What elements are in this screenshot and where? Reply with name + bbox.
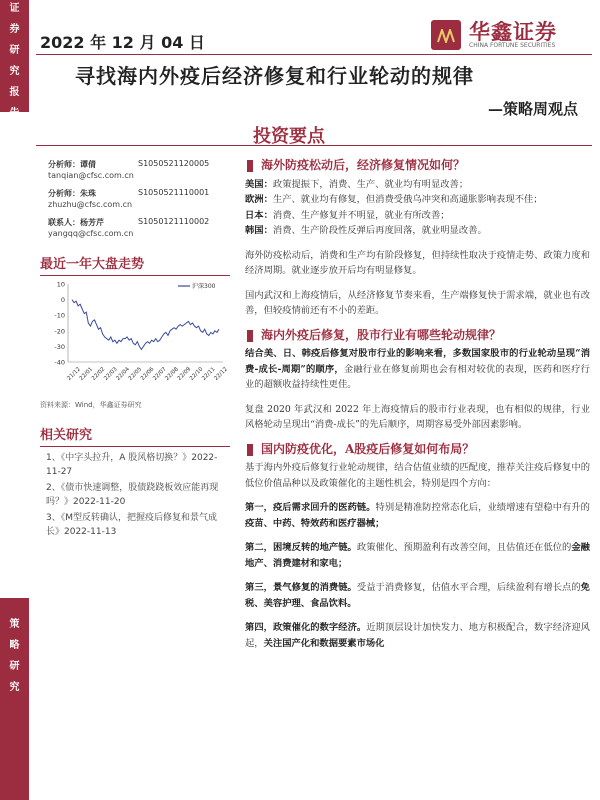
y-tick-label: 10 bbox=[56, 280, 65, 289]
country-label: 韩国： bbox=[245, 225, 273, 236]
x-tick-label: 22/08 bbox=[164, 366, 180, 382]
analyst-email[interactable]: tanqian@cfsc.com.cn bbox=[48, 171, 134, 180]
x-tick-label: 22/03 bbox=[103, 366, 119, 382]
y-tick-label: -30 bbox=[54, 342, 65, 351]
logo-mark-icon bbox=[431, 20, 461, 50]
analyst-name: 分析师：谭倩 bbox=[48, 160, 96, 169]
direction-lead: 第二，困境反转的地产链。 bbox=[245, 542, 357, 553]
direction-lead: 第四，政策催化的数字经济。 bbox=[245, 622, 367, 633]
paragraph-bold: 结合美、日、韩疫后修复对股市行业的影响来看，多数国家股市的行业轮动呈现“消费-成长-周期”的顺序， bbox=[245, 348, 590, 375]
x-tick-label: 22/07 bbox=[152, 366, 168, 382]
x-tick-label: 22/12 bbox=[213, 366, 229, 382]
country-text: 政策提振下，消费、生产、就业均有明显改善； bbox=[272, 178, 469, 190]
side-tab-char: 究 bbox=[9, 66, 20, 77]
logo-subtext: CHINA FORTUNE SECURITIES bbox=[469, 42, 556, 49]
direction-item bbox=[245, 500, 590, 531]
x-tick-label: 22/11 bbox=[201, 366, 217, 382]
country-text: 生产、就业均有修复，但消费受俄乌冲突和高通胀影响表现不佳； bbox=[272, 194, 543, 205]
report-title: 寻找海内外疫后经济修复和行业轮动的规律 bbox=[75, 64, 474, 88]
analyst-name: 联系人：杨芳芹 bbox=[48, 218, 104, 227]
side-tab-bottom bbox=[0, 598, 29, 800]
content-heading: 国内防疫优化，A股疫后修复如何布局？ bbox=[245, 442, 590, 458]
related-list bbox=[40, 451, 230, 539]
x-tick-label: 22/05 bbox=[127, 366, 144, 382]
analyst-card bbox=[40, 181, 230, 210]
side-tab-char: 报 bbox=[9, 87, 20, 98]
side-tab-char: 略 bbox=[9, 640, 20, 651]
header-divider bbox=[36, 54, 592, 55]
direction-item bbox=[245, 620, 590, 651]
side-tab-char: 究 bbox=[9, 682, 20, 693]
side-tab-top bbox=[0, 0, 29, 119]
x-tick-label: 22/04 bbox=[115, 366, 131, 382]
paragraph: 海外防疫松动后，消费和生产均有阶段修复，但持续性取决于疫情走势、政策力度和经济周期。就业逐步放开后均有明显修复。 bbox=[245, 249, 590, 276]
direction-item bbox=[245, 580, 590, 611]
side-tab-char: 策 bbox=[9, 619, 20, 630]
direction-text: 政策催化、预期盈利有改善空间，且估值还在低位的 bbox=[356, 542, 572, 553]
direction-lead: 第一，疫后需求回升的医药链。 bbox=[245, 502, 376, 513]
chart-source: 资料来源：Wind，华鑫证券研究 bbox=[40, 401, 142, 409]
side-tab-char: 研 bbox=[9, 45, 20, 56]
paragraph: 复盘 2020 年武汉和 2022 年上海疫情后的股市行业表现，也有相似的规律，行业风格轮动呈现出“消费-成长”的先后顺序，周期容易受外部因素影响。 bbox=[245, 403, 590, 430]
analyst-cert: S1050521120005 bbox=[138, 159, 210, 168]
series-line bbox=[72, 300, 219, 350]
main-content bbox=[245, 158, 590, 660]
country-text: 消费、生产阶段性反弹后再度回落，就业明显改善。 bbox=[272, 225, 487, 236]
direction-lead: 第三，景气修复的消费链。 bbox=[245, 582, 357, 593]
country-label: 美国： bbox=[245, 178, 273, 190]
direction-item bbox=[245, 540, 590, 571]
content-heading: 海内外疫后修复，股市行业有哪些轮动规律？ bbox=[245, 328, 590, 344]
company-logo bbox=[431, 16, 591, 56]
legend-label: 沪深300 bbox=[192, 283, 216, 290]
report-date: 2022 年 12 月 04 日 bbox=[40, 33, 205, 52]
direction-text: 特别是精准防控常态化后，业绩增速有望稳中有升的 bbox=[375, 502, 590, 513]
y-tick-label: 0 bbox=[60, 296, 65, 305]
section-heading: 投资要点 bbox=[253, 126, 325, 147]
left-column bbox=[40, 152, 230, 541]
direction-tail: 金融地产、消费建材和家电； bbox=[245, 542, 590, 569]
related-heading-rule bbox=[40, 446, 230, 447]
market-trend-chart bbox=[40, 276, 230, 394]
analyst-email[interactable]: yangqq@cfsc.com.cn bbox=[48, 229, 134, 238]
analyst-cert: S1050121110002 bbox=[138, 217, 210, 226]
analyst-name: 分析师：朱珠 bbox=[48, 189, 96, 198]
related-item[interactable]: 1、《中字头拉升，A 股风格切换？》2022-11-27 bbox=[46, 453, 218, 477]
x-tick-label: 22/06 bbox=[139, 366, 156, 382]
x-tick-label: 21/12 bbox=[66, 366, 82, 382]
country-list bbox=[245, 177, 590, 239]
side-tab-char: 券 bbox=[9, 24, 20, 35]
related-item[interactable]: 3、《M型反转确认，把握疫后修复和景气成长》2022-11-13 bbox=[46, 513, 217, 537]
paragraph: 国内武汉和上海疫情后，从经济修复节奏来看，生产端修复快于需求端，就业也有改善，但较疫情前还有不小的差距。 bbox=[245, 289, 590, 316]
x-tick-label: 22/09 bbox=[176, 366, 193, 382]
direction-text: 受益于消费修复，估值水平合理，后续盈利有增长点的 bbox=[356, 582, 581, 593]
direction-tail: 关注国产化和数据要素市场化 bbox=[263, 637, 385, 649]
section-divider bbox=[36, 145, 592, 146]
analyst-email[interactable]: zhuzhu@cfsc.com.cn bbox=[48, 200, 133, 209]
paragraph-rest: 金融行业在修复前期也会有相对较优的表现，医药和医疗行业的超额收益持续性更佳。 bbox=[245, 363, 590, 390]
analyst-card bbox=[40, 210, 230, 239]
side-tab-char: 研 bbox=[9, 661, 20, 672]
x-tick-label: 22/10 bbox=[188, 366, 205, 382]
country-label: 日本： bbox=[245, 209, 273, 221]
direction-tail: 疫苗、中药、特效药和医疗器械； bbox=[245, 517, 385, 529]
x-tick-label: 22/01 bbox=[78, 366, 95, 382]
direction-tail: 免税、美容护理、食品饮料。 bbox=[245, 582, 590, 609]
related-heading: 相关研究 bbox=[40, 428, 93, 443]
x-tick-label: 22/02 bbox=[90, 366, 107, 382]
side-tab-char: 证 bbox=[9, 3, 20, 14]
paragraph: 基于海内外疫后修复行业轮动规律，结合估值业绩的匹配度，推荐关注疫后修复中的低位价值品种以及政策催化的主题性机会，特别是四个方向： bbox=[245, 462, 590, 489]
country-text: 消费、生产修复并不明显，就业有所改善； bbox=[272, 209, 450, 221]
y-tick-label: -40 bbox=[54, 358, 65, 367]
side-tab-char: 告 bbox=[9, 108, 20, 119]
direction-text: 近期顶层设计加快发力、地方积极配合，数字经济迎风起， bbox=[245, 622, 590, 649]
chart-heading: 最近一年大盘走势 bbox=[40, 257, 145, 272]
content-heading: 海外防疫松动后，经济修复情况如何？ bbox=[245, 158, 590, 174]
logo-text: 华鑫证券 bbox=[469, 20, 557, 44]
paragraph bbox=[245, 346, 590, 393]
analyst-card bbox=[40, 152, 230, 181]
report-subtitle: —策略周观点 bbox=[487, 100, 578, 118]
y-tick-label: -10 bbox=[54, 311, 65, 320]
country-label: 欧洲： bbox=[245, 194, 273, 205]
y-tick-label: -20 bbox=[54, 327, 65, 336]
analyst-cert: S1050521110001 bbox=[138, 188, 210, 197]
related-item[interactable]: 2、《债市快速调整，股债跷跷板效应能再现吗？》2022-11-20 bbox=[46, 483, 219, 507]
